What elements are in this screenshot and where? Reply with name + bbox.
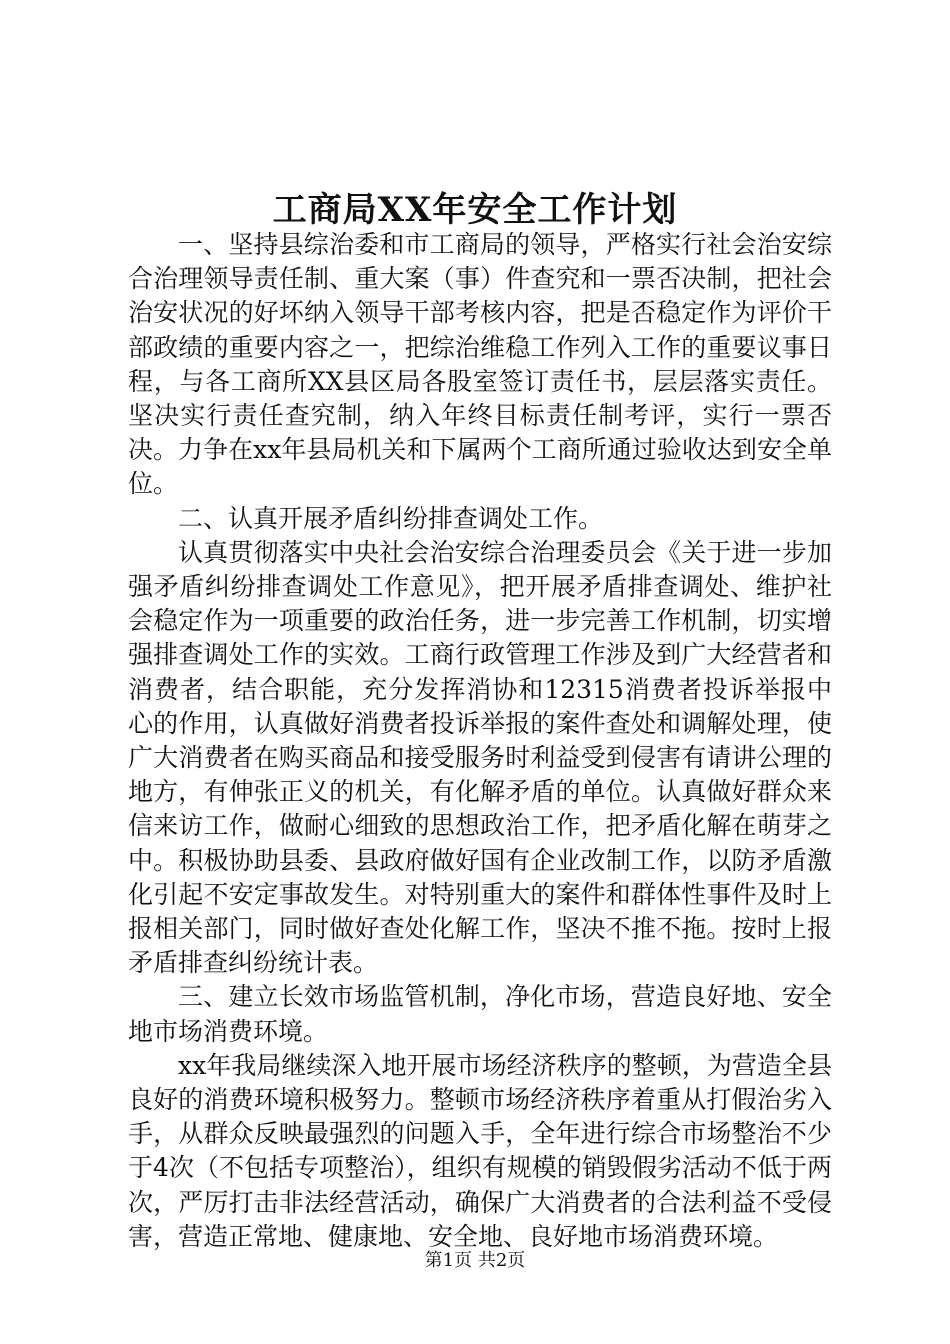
document-title: 工商局XX年安全工作计划 bbox=[272, 190, 678, 230]
paragraph-2: 二、认真开展矛盾纠纷排查调处工作。 bbox=[178, 503, 604, 533]
paragraph-3: 认真贯彻落实中央社会治安综合治理委员会《关于进一步加强矛盾纠纷排查调处工作意见》，把开展矛盾排查调处、维护社会稳定作为一项重要的政治任务，进一步完善工作机制，切实增强排查调处工作的实效。工商行政管理工作涉及到广大经营者和消费者，结合职能，充分发挥消协和12315消费者投诉举报中心的作用，认真做好消费者投诉举报的案件查处和调解处理，使广大消费者在购买商品和接受服务时利益受到侵害有请讲公理的地方，有伸张正义的机关，有化解矛盾的单位。认真做好群众来信来访工作，做耐心细致的思想政治工作，把矛盾化解在萌芽之中。积极协助县委、县政府做好国有企业改制工作，以防矛盾激化引起不安定事故发生。对特别重大的案件和群体性事件及时上报相关部门，同时做好查处化解工作，坚决不推不拖。按时上报矛盾排查纠纷统计表。 bbox=[128, 537, 832, 978]
paragraph-1: 一、坚持县综治委和市工商局的领导，严格实行社会治安综合治理领导责任制、重大案（事）件查究和一票否决制，把社会治安状况的好坏纳入领导干部考核内容，把是否稳定作为评价干部政绩的重要内容之一，把综治维稳工作列入工作的重要议事日程，与各工商所XX县区局各股室签订责任书，层层落实责任。坚决实行责任查究制，纳入年终目标责任制考评，实行一票否决。力争在xx年县局机关和下属两个工商所通过验收达到安全单位。 bbox=[128, 230, 832, 499]
page-number-footer: 第1页 共2页 bbox=[424, 1250, 526, 1271]
paragraph-4: 三、建立长效市场监管机制，净化市场，营造良好地、安全地市场消费环境。 bbox=[128, 982, 832, 1046]
paragraph-5: xx年我局继续深入地开展市场经济秩序的整顿，为营造全县良好的消费环境积极努力。整顿市场经济秩序着重从打假治劣入手，从群众反映最强烈的问题入手，全年进行综合市场整治不少于4次（不包括专项整治），组织有规模的销毁假劣活动不低于两次，严厉打击非法经营活动，确保广大消费者的合法利益不受侵害，营造正常地、健康地、安全地、良好地市场消费环境。 bbox=[128, 1050, 832, 1251]
document-body bbox=[128, 228, 832, 1254]
